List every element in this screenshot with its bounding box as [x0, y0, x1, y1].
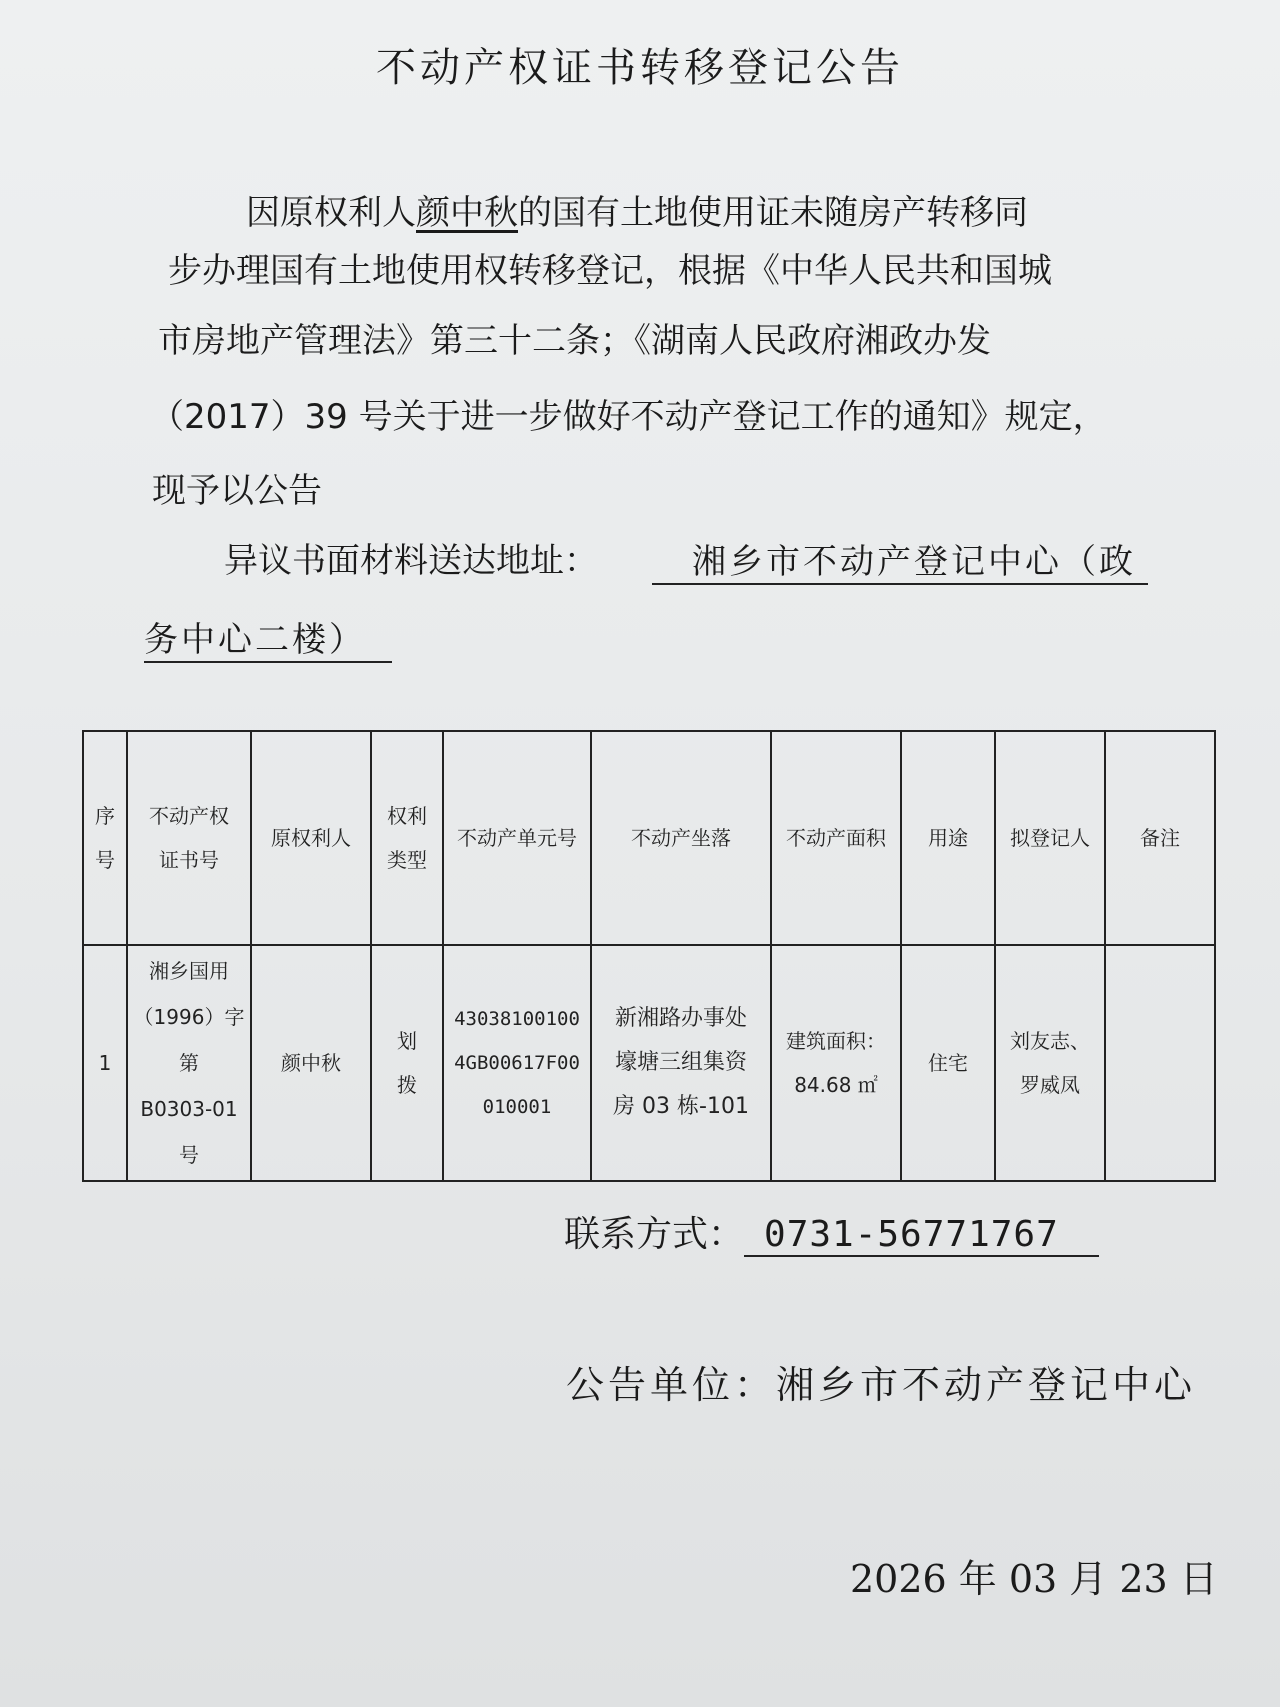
- header-cert-no: 不动产权 证书号: [127, 731, 251, 945]
- registration-table: [82, 730, 1216, 1182]
- cell-area: 建筑面积： 84.68 ㎡: [771, 945, 901, 1181]
- cell-location: 新湘路办事处 壕塘三组集资 房 03 栋-101: [591, 945, 771, 1181]
- cell-usage: 住宅: [901, 945, 995, 1181]
- objection-label: 异议书面材料送达地址：: [224, 541, 598, 581]
- cell-seq: 1: [83, 945, 127, 1181]
- header-location: 不动产坐落: [591, 731, 771, 945]
- objection-address-line-1: 湘乡市不动产登记中心（政: [652, 534, 1148, 585]
- body-line-1-suffix: 的国有土地使用证未随房产转移同: [518, 193, 1028, 233]
- body-line-2: 步办理国有土地使用权转移登记，根据《中华人民共和国城: [168, 251, 1052, 291]
- body-line-1-prefix: 因原权利人: [246, 193, 416, 233]
- notice-title: 不动产权证书转移登记公告: [376, 45, 904, 91]
- objection-address-line-2: 务中心二楼）: [144, 612, 392, 663]
- body-line-3: 市房地产管理法》第三十二条；《湖南人民政府湘政办发: [158, 321, 991, 361]
- header-area: 不动产面积: [771, 731, 901, 945]
- cell-unit-no: 43038100100 4GB00617F00 010001: [443, 945, 591, 1181]
- contact-phone: 0731-56771767: [744, 1214, 1099, 1257]
- header-seq: 序号: [83, 731, 127, 945]
- header-original-holder: 原权利人: [251, 731, 371, 945]
- contact-line: [564, 1206, 1099, 1257]
- header-usage: 用途: [901, 731, 995, 945]
- cell-cert-no: 湘乡国用 （1996）字 第 B0303-01 号: [127, 945, 251, 1181]
- header-registrant: 拟登记人: [995, 731, 1105, 945]
- table-header-row: [83, 731, 1215, 945]
- header-right-type: 权利 类型: [371, 731, 443, 945]
- cell-registrant: 刘友志、 罗威凤: [995, 945, 1105, 1181]
- body-line-4: （2017）39 号关于进一步做好不动产登记工作的通知》规定，: [150, 397, 1107, 437]
- cell-remark: [1105, 945, 1215, 1181]
- cell-right-type: 划 拨: [371, 945, 443, 1181]
- table-row: [83, 945, 1215, 1181]
- header-unit-no: 不动产单元号: [443, 731, 591, 945]
- body-line-1: [246, 193, 1028, 233]
- contact-label: 联系方式：: [564, 1214, 745, 1255]
- header-remark: 备注: [1105, 731, 1215, 945]
- body-line-5: 现予以公告: [152, 471, 322, 511]
- issuer-line: 公告单位：湘乡市不动产登记中心: [566, 1363, 1197, 1407]
- cell-original-holder: 颜中秋: [251, 945, 371, 1181]
- notice-date: 2026 年 03 月 23 日: [850, 1557, 1218, 1601]
- original-holder-name: 颜中秋: [416, 193, 518, 233]
